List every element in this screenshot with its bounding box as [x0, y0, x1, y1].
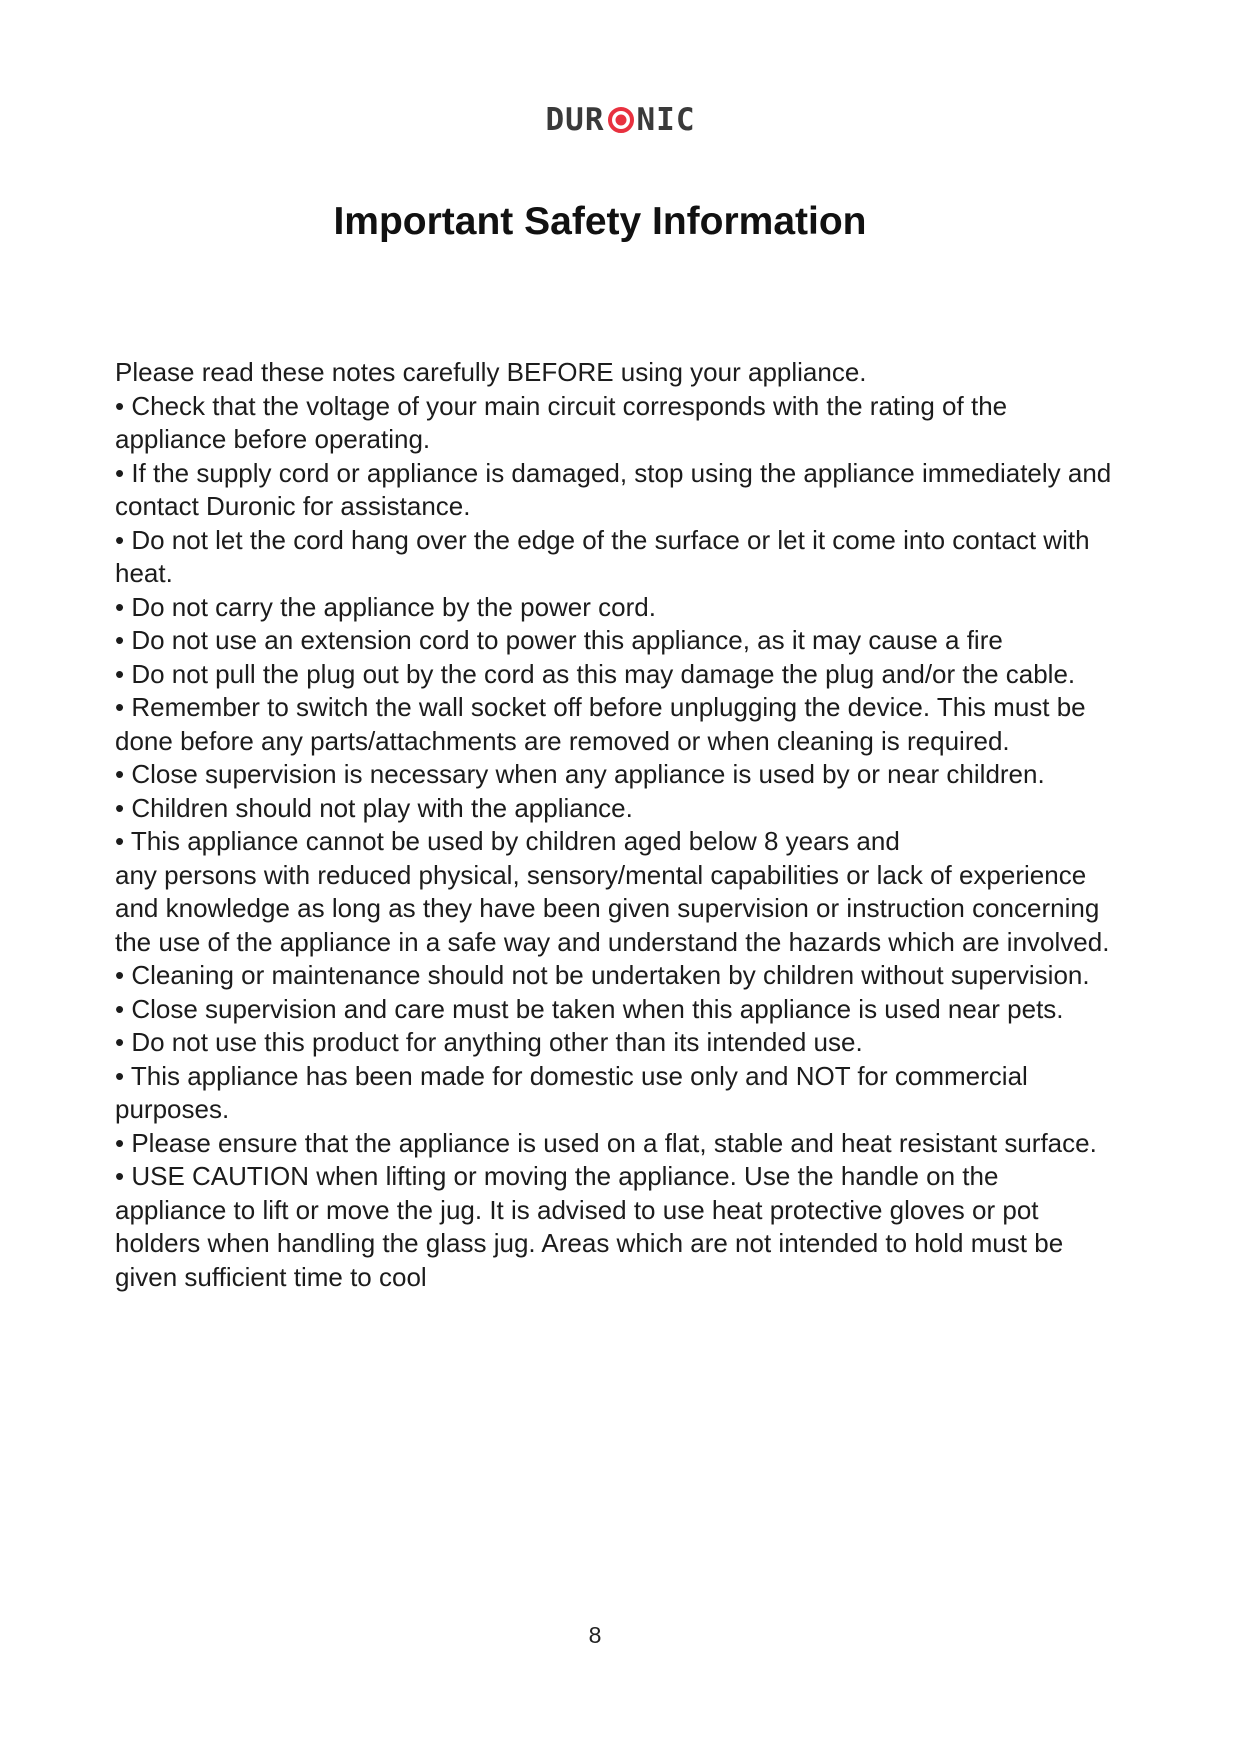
page-number: 8	[588, 1622, 602, 1648]
list-item: • Do not carry the appliance by the power cord.	[115, 591, 656, 622]
list-item: • Close supervision and care must be taken when this appliance is used near pets.	[115, 993, 1064, 1024]
list-item: • Remember to switch the wall socket off before unplugging the device. This must be done before any parts/attachments are removed or when cleaning is required.	[115, 692, 1086, 756]
intro-text: Please read these notes carefully BEFORE using your appliance.	[115, 357, 867, 387]
brand-logo	[0, 100, 1241, 140]
list-item: • Do not use an extension cord to power this appliance, as it may cause a fire	[115, 625, 1003, 655]
list-item: • Do not pull the plug out by the cord as this may damage the plug and/or the cable.	[115, 658, 1076, 689]
list-item: • If the supply cord or appliance is damaged, stop using the appliance immediately and contact Duronic for assistance.	[115, 457, 1112, 521]
page-title: Important Safety Information	[333, 200, 867, 243]
list-item: • This appliance cannot be used by children aged below 8 years and	[115, 826, 900, 856]
list-item: • Cleaning or maintenance should not be undertaken by children without supervision.	[115, 960, 1090, 990]
list-item: • Children should not play with the appliance.	[115, 792, 633, 823]
list-item: any persons with reduced physical, sensory/mental capabilities or lack of experience and knowledge as long as they have been given supervision or instruction concerning the use of the appliance in a safe way and understand the hazards which are involved.	[115, 859, 1110, 957]
list-item: • Check that the voltage of your main circuit corresponds with the rating of the appliance before operating.	[115, 390, 1008, 454]
list-item: • Do not let the cord hang over the edge of the surface or let it come into contact with heat.	[115, 524, 1090, 588]
list-item: • Close supervision is necessary when any appliance is used by or near children.	[115, 759, 1045, 789]
list-item: • USE CAUTION when lifting or moving the appliance. Use the handle on the appliance to lift or move the jug. It is advised to use heat protective gloves or pot holders when handling the glass jug. Areas which are not intended to hold must be given sufficient time to cool	[115, 1161, 1064, 1292]
logo-text-left: DUR	[545, 102, 605, 138]
safety-notes	[115, 356, 1115, 1294]
logo-text-right: NIC	[636, 102, 696, 138]
list-item: • Please ensure that the appliance is used on a flat, stable and heat resistant surface.	[115, 1127, 1097, 1158]
power-icon	[607, 106, 635, 134]
list-item: • Do not use this product for anything other than its intended use.	[115, 1027, 863, 1057]
list-item: • This appliance has been made for domestic use only and NOT for commercial purposes.	[115, 1060, 1028, 1124]
